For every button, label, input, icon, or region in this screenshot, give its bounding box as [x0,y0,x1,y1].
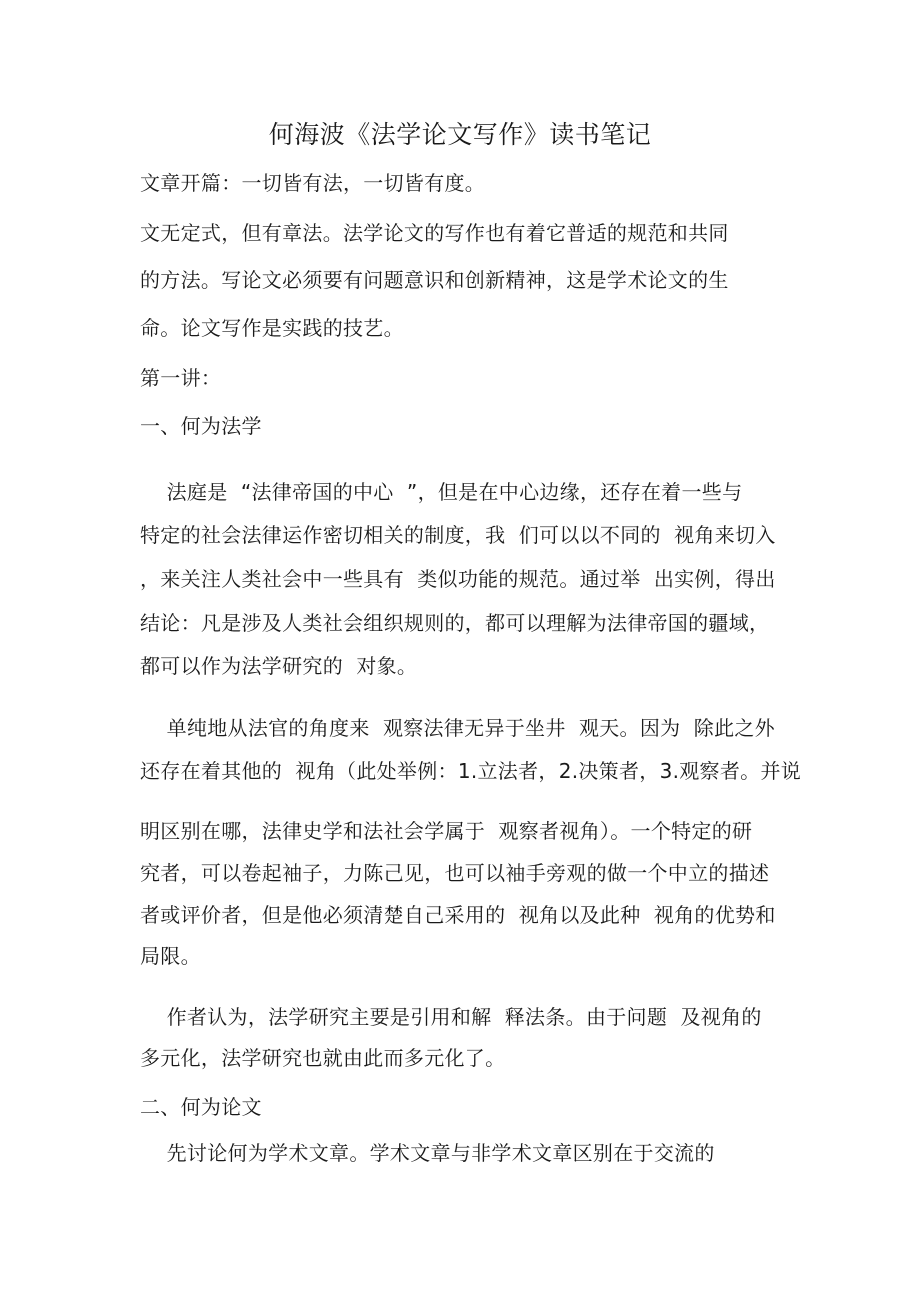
section-heading: 第一讲： [140,366,222,390]
text-line: 的方法。写论文必须要有问题意识和创新精神，这是学术论文的生 [140,268,729,292]
page-title: 何海波《法学论文写作》读书笔记 [268,120,652,149]
text-line: 命。论文写作是实践的技艺。 [140,316,404,340]
text-line: 结论：凡是涉及人类社会组织规则的，都可以理解为法律帝国的疆域， [140,611,770,635]
text-line: 明区别在哪，法律史学和法社会学属于 观察者视角）。一个特定的研 [140,819,753,843]
text-line: 作者认为，法学研究主要是引用和解 释法条。由于问题 及视角的 [140,1005,762,1029]
text-line: ，来关注人类社会中一些具有 类似功能的规范。通过举 出实例，得出 [140,567,776,591]
text-line: 局限。 [140,944,201,968]
text-line: 都可以作为法学研究的 对象。 [140,654,418,678]
text-line: 者或评价者，但是他必须清楚自己采用的 视角以及此种 视角的优势和 [140,903,776,927]
section-heading: 一、何为法学 [140,414,262,438]
text-line: 法庭是 “法律帝国的中心 ”，但是在中心边缘，还存在着一些与 [140,480,743,504]
text-line: 先讨论何为学术文章。学术文章与非学术文章区别在于交流的 [140,1141,715,1165]
text-line: 还存在着其他的 视角（此处举例：1.立法者，2.决策者，3.观察者。并说 [140,759,802,783]
text-line: 多元化，法学研究也就由此而多元化了。 [140,1046,506,1070]
section-heading: 二、何为论文 [140,1095,262,1119]
text-line: 单纯地从法官的角度来 观察法律无异于坐井 观天。因为 除此之外 [140,716,775,740]
text-line: 文无定式，但有章法。法学论文的写作也有着它普适的规范和共同 [140,221,729,245]
text-line: 究者，可以卷起袖子，力陈己见，也可以袖手旁观的做一个中立的描述 [140,861,770,885]
text-line: 文章开篇：一切皆有法，一切皆有度。 [140,171,486,195]
text-line: 特定的社会法律运作密切相关的制度，我 们可以以不同的 视角来切入 [140,523,776,547]
